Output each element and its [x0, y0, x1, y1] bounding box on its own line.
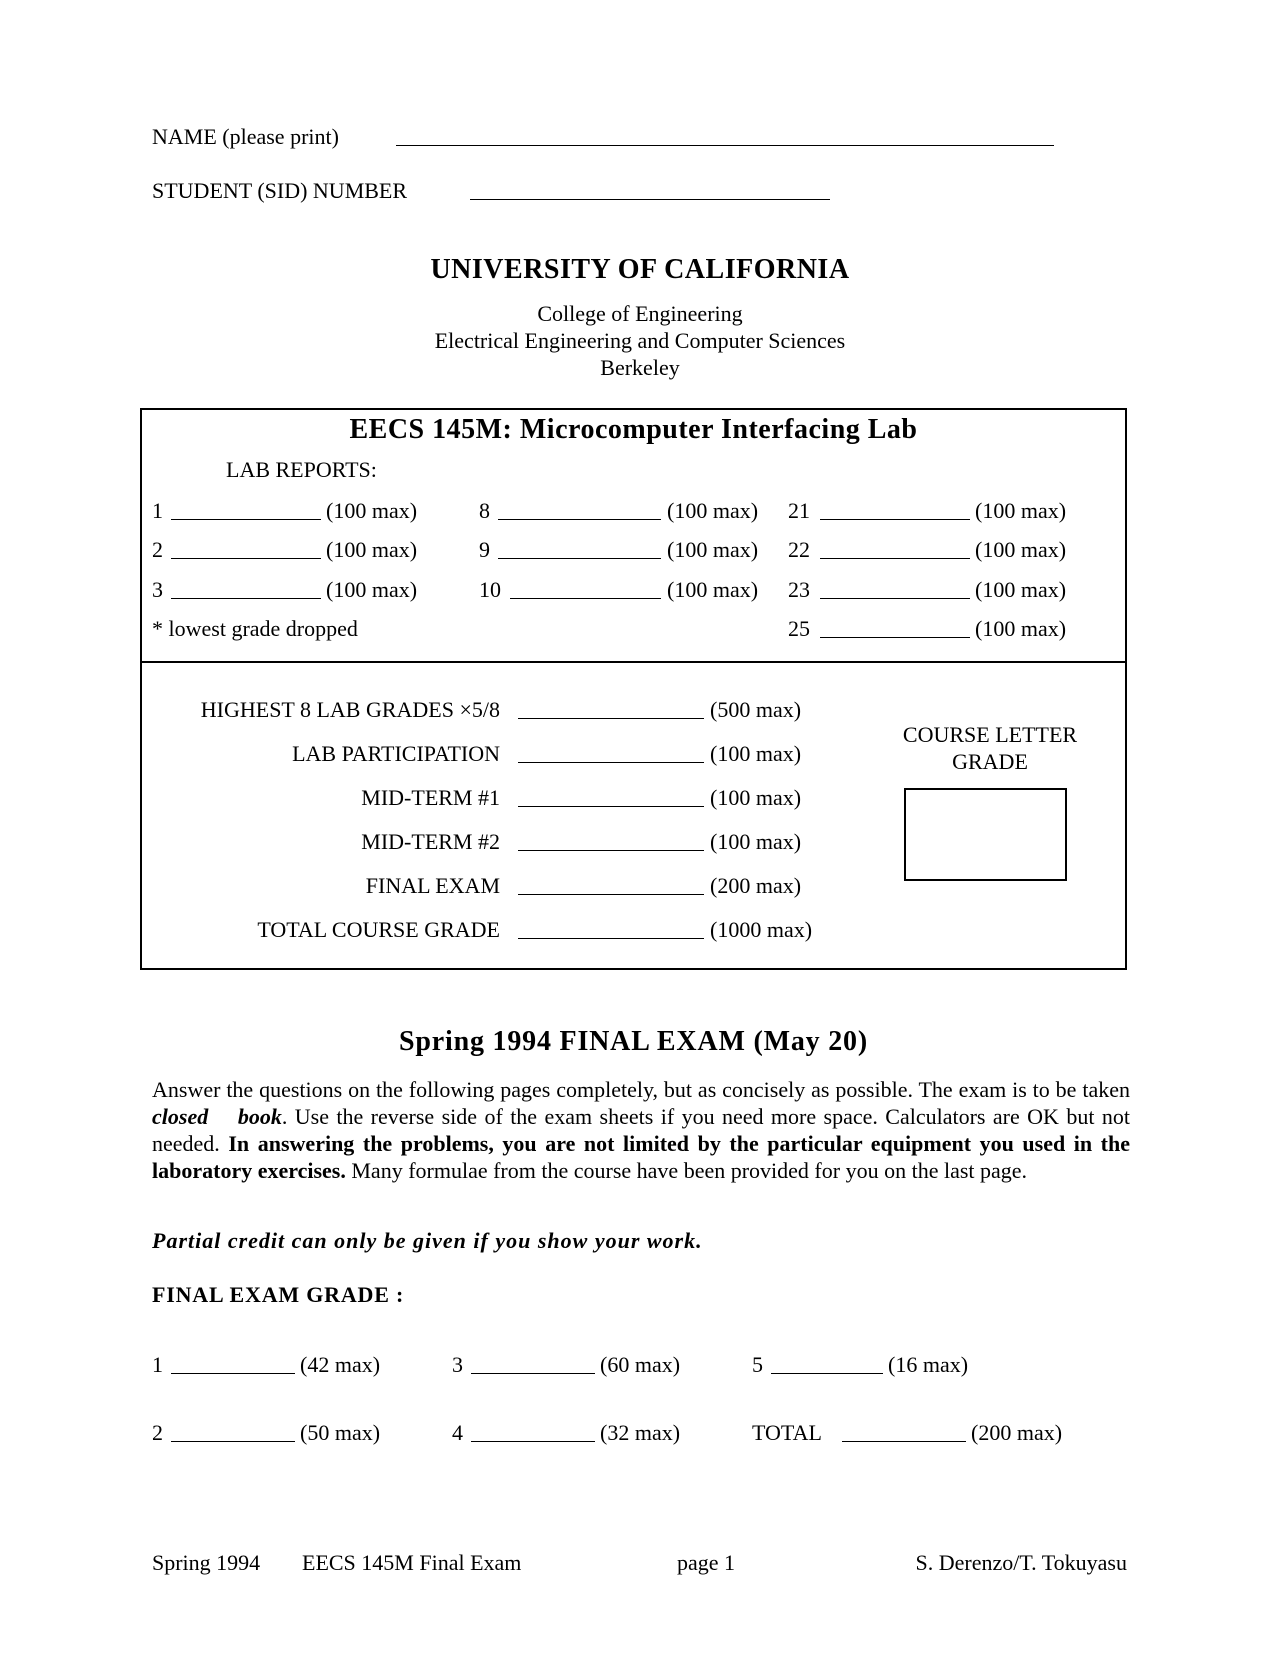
lab-report-max: (100 max) [667, 537, 759, 562]
grade-row-label: LAB PARTICIPATION [292, 741, 500, 766]
letter-grade-label: GRADE [952, 749, 1028, 774]
sid-field[interactable] [470, 199, 830, 200]
grade-row-field[interactable] [518, 806, 704, 807]
sid-label: STUDENT (SID) NUMBER [152, 178, 408, 203]
problem-num: 1 [152, 1352, 163, 1377]
grade-row-field[interactable] [518, 718, 704, 719]
lab-report-num: 21 [788, 498, 810, 523]
lab-reports-label: LAB REPORTS: [226, 457, 377, 482]
grade-row-max: (100 max) [710, 829, 802, 854]
problem-num: 3 [452, 1352, 463, 1377]
grade-row-label: MID-TERM #1 [361, 785, 500, 810]
final-exam-grade-label: FINAL EXAM GRADE : [152, 1282, 405, 1307]
grade-row-field[interactable] [518, 850, 704, 851]
problem-field[interactable] [771, 1373, 883, 1374]
grade-row-field[interactable] [518, 894, 704, 895]
exam-title: Spring 1994 FINAL EXAM (May 20) [399, 1026, 868, 1057]
lab-report-field[interactable] [498, 519, 661, 520]
course-title: EECS 145M: Microcomputer Interfacing Lab [349, 414, 918, 445]
grade-row-field[interactable] [518, 762, 704, 763]
problem-max: (42 max) [300, 1352, 381, 1377]
grade-row-max: (200 max) [710, 873, 802, 898]
instructions-paragraph [152, 1076, 1130, 1184]
course-box-divider [140, 661, 1127, 663]
grade-row-label: MID-TERM #2 [361, 829, 500, 854]
total-field[interactable] [842, 1441, 966, 1442]
footer-semester: Spring 1994 [152, 1550, 261, 1575]
grade-row-label: TOTAL COURSE GRADE [257, 917, 500, 942]
total-label: TOTAL [752, 1420, 822, 1445]
problem-field[interactable] [471, 1373, 595, 1374]
grade-row-max: (500 max) [710, 697, 802, 722]
lab-report-max: (100 max) [975, 616, 1067, 641]
lowest-grade-note: * lowest grade dropped [152, 616, 358, 641]
grade-row-field[interactable] [518, 938, 704, 939]
total-max: (200 max) [971, 1420, 1063, 1445]
lab-report-field[interactable] [820, 637, 970, 638]
letter-grade-label: COURSE LETTER [902, 722, 1078, 747]
letter-grade-box[interactable] [904, 788, 1067, 881]
book-emphasis: book [237, 1104, 282, 1129]
partial-credit-note: Partial credit can only be given if you show your work. [152, 1228, 703, 1253]
instructions-text: Many formulae from the course have been provided for you on the last page. [345, 1158, 1028, 1183]
footer-page: page 1 [677, 1550, 736, 1575]
lab-report-max: (100 max) [975, 577, 1067, 602]
problem-field[interactable] [171, 1373, 295, 1374]
footer-authors: S. Derenzo/T. Tokuyasu [915, 1550, 1127, 1575]
problem-num: 2 [152, 1420, 163, 1445]
lab-report-max: (100 max) [975, 537, 1067, 562]
lab-report-field[interactable] [171, 558, 321, 559]
lab-report-field[interactable] [820, 558, 970, 559]
lab-report-field[interactable] [171, 598, 321, 599]
instructions-text: . Use the reverse side of the exam sheets if you need more space. Calculators are OK but not needed. [152, 1104, 1130, 1156]
lab-report-field[interactable] [498, 558, 661, 559]
lab-report-max: (100 max) [975, 498, 1067, 523]
campus-name: Berkeley [600, 355, 680, 380]
problem-field[interactable] [171, 1441, 295, 1442]
lab-report-max: (100 max) [326, 537, 418, 562]
name-field[interactable] [396, 145, 1054, 146]
lab-report-num: 3 [152, 577, 163, 602]
grade-row-max: (100 max) [710, 741, 802, 766]
instructions-text: Answer the questions on the following pages completely, but as concisely as possible. The exam is to be taken [152, 1077, 1130, 1102]
instructions-bold: In answering the problems, you are not limited by the particular equipment you used in the laboratory exercises. [152, 1131, 1130, 1183]
lab-report-field[interactable] [171, 519, 321, 520]
lab-report-num: 25 [788, 616, 810, 641]
footer-course: EECS 145M Final Exam [302, 1550, 522, 1575]
lab-report-max: (100 max) [326, 498, 418, 523]
problem-num: 5 [752, 1352, 763, 1377]
grade-row-label: HIGHEST 8 LAB GRADES ×5/8 [200, 697, 500, 722]
lab-report-max: (100 max) [326, 577, 418, 602]
problem-max: (16 max) [888, 1352, 969, 1377]
lab-report-num: 8 [479, 498, 490, 523]
lab-report-field[interactable] [820, 598, 970, 599]
department-name: Electrical Engineering and Computer Sciences [434, 328, 846, 353]
problem-max: (32 max) [600, 1420, 681, 1445]
university-title: UNIVERSITY OF CALIFORNIA [430, 254, 850, 285]
problem-max: (60 max) [600, 1352, 681, 1377]
grade-row-max: (100 max) [710, 785, 802, 810]
college-name: College of Engineering [537, 301, 743, 326]
problem-num: 4 [452, 1420, 463, 1445]
lab-report-num: 22 [788, 537, 810, 562]
problem-field[interactable] [471, 1441, 595, 1442]
lab-report-num: 23 [788, 577, 810, 602]
name-label: NAME (please print) [152, 124, 339, 149]
lab-report-num: 2 [152, 537, 163, 562]
closed-emphasis: closed [152, 1104, 209, 1129]
lab-report-num: 10 [479, 577, 501, 602]
lab-report-num: 1 [152, 498, 163, 523]
grade-row-max: (1000 max) [710, 917, 813, 942]
grade-row-label: FINAL EXAM [365, 873, 500, 898]
problem-max: (50 max) [300, 1420, 381, 1445]
lab-report-max: (100 max) [667, 498, 759, 523]
lab-report-field[interactable] [510, 598, 661, 599]
lab-report-num: 9 [479, 537, 490, 562]
lab-report-field[interactable] [820, 519, 970, 520]
lab-report-max: (100 max) [667, 577, 759, 602]
